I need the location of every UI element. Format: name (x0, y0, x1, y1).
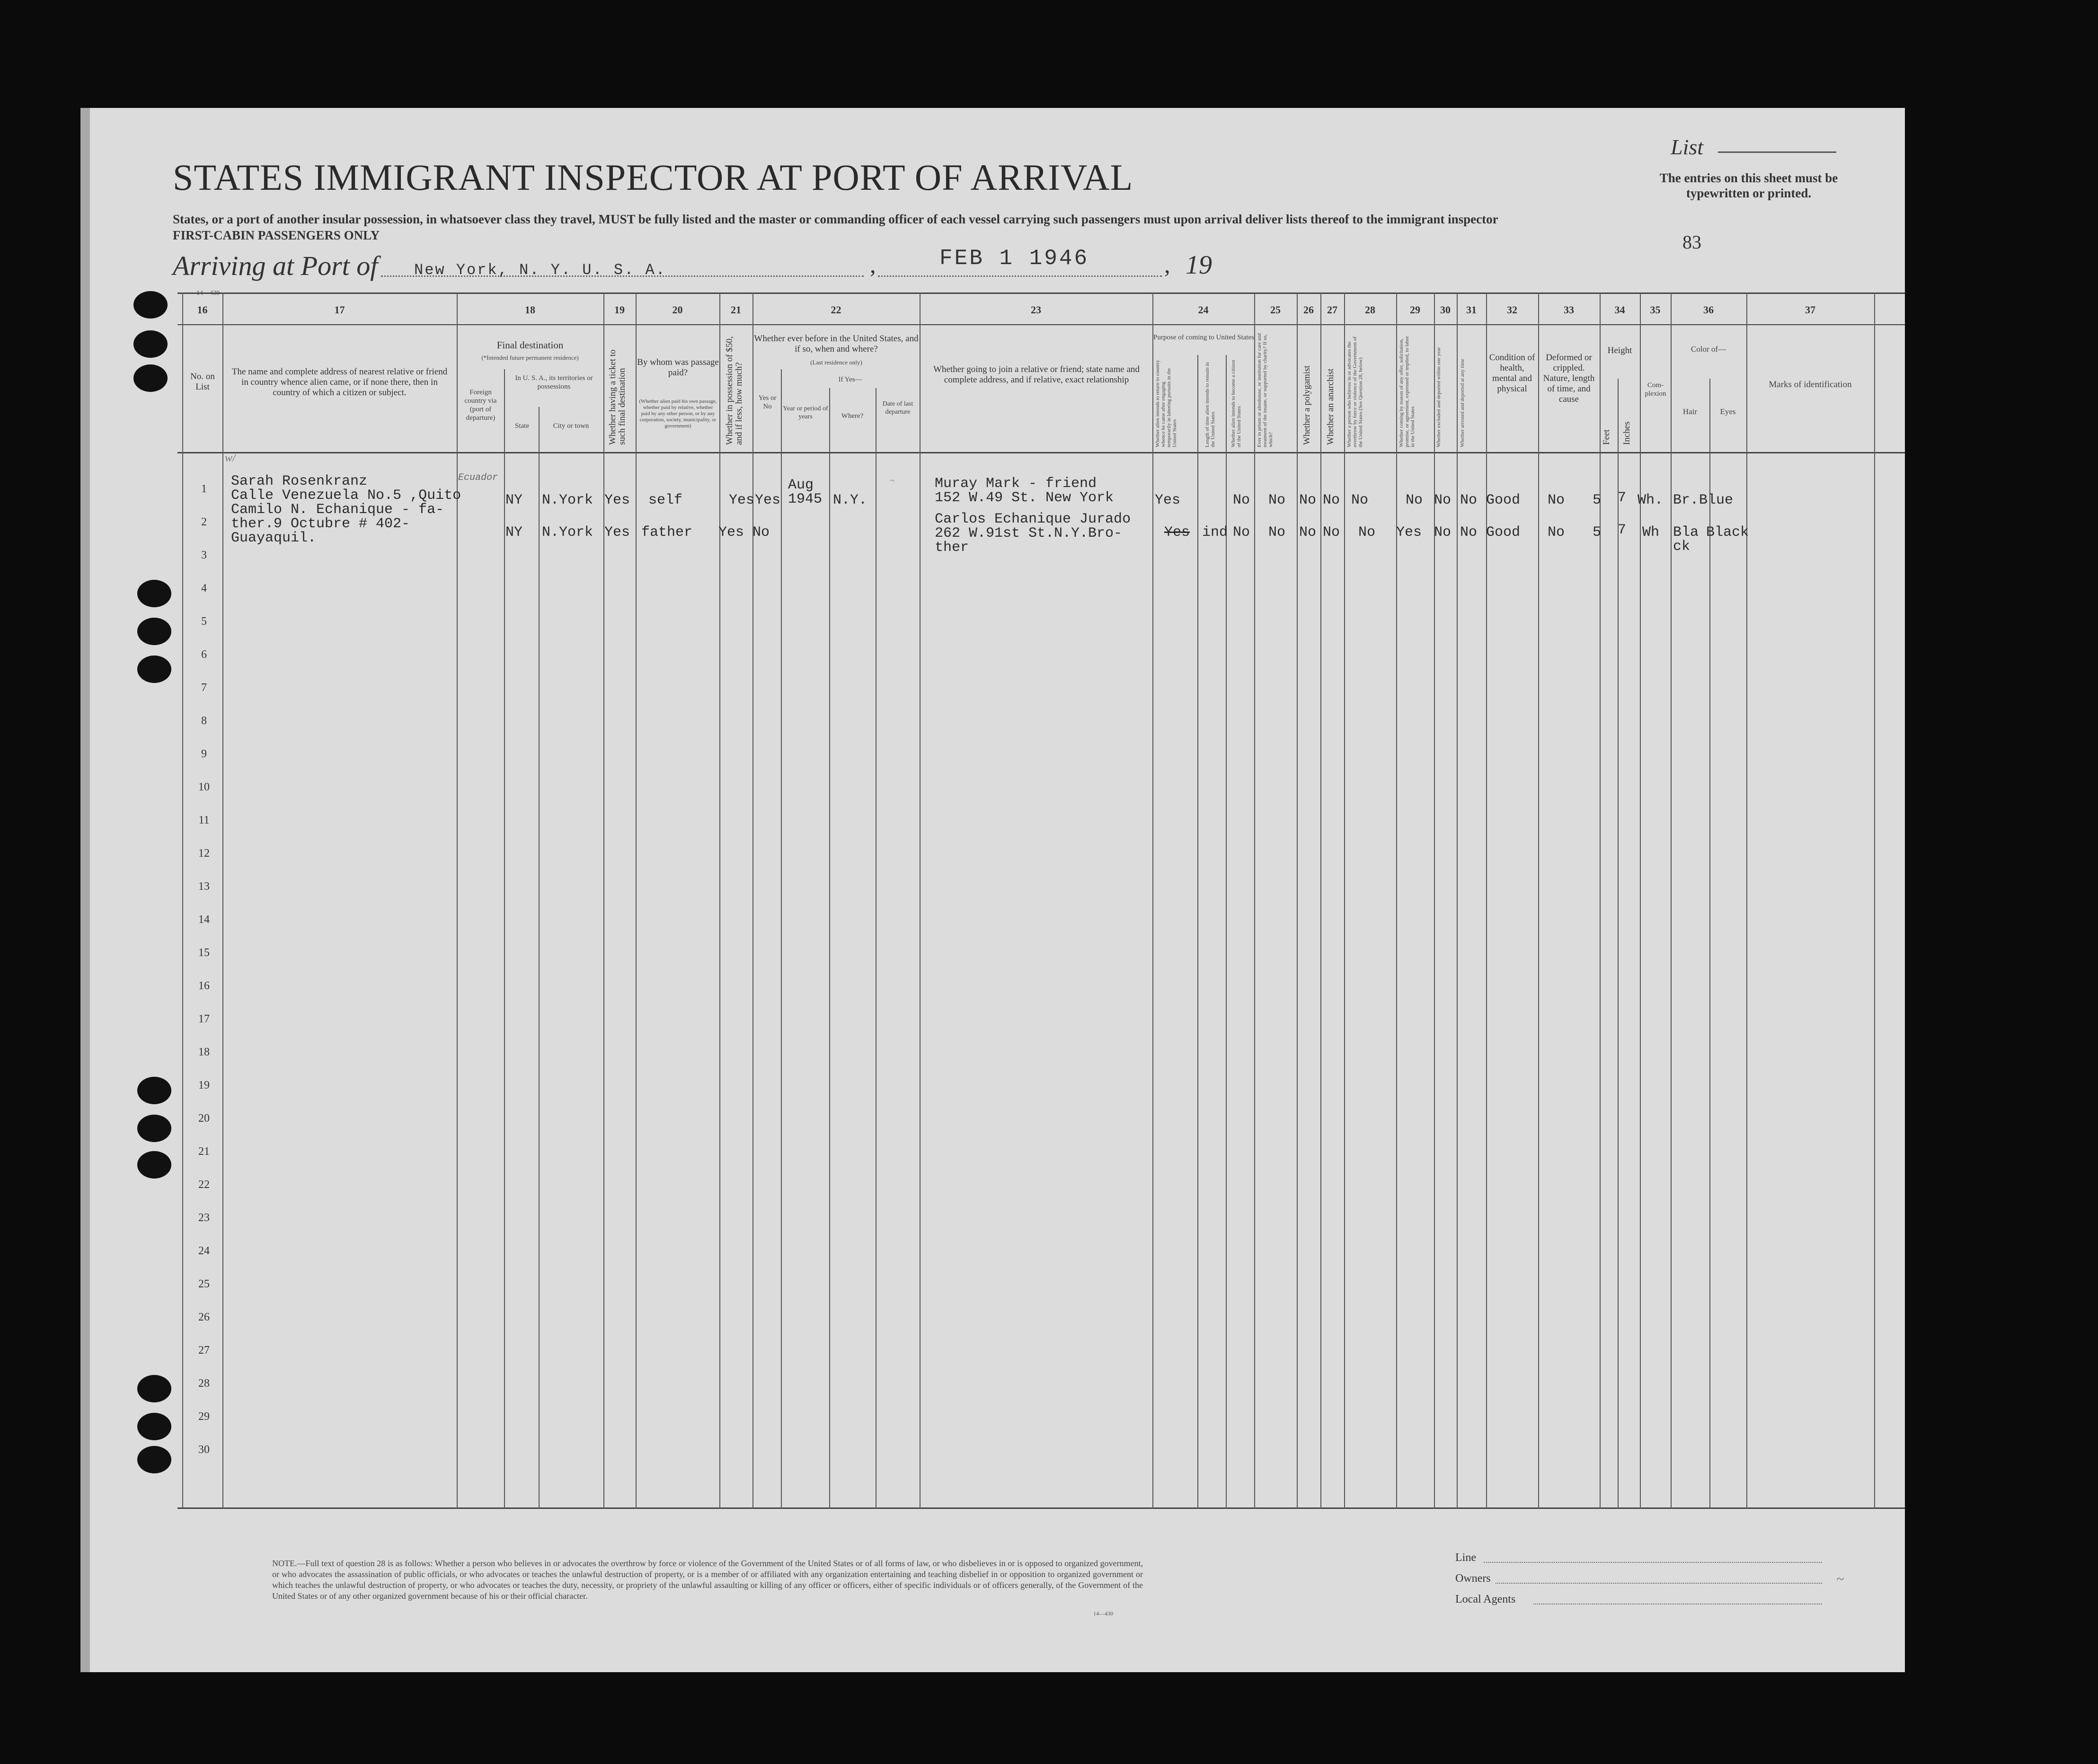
entry-col31: No (1460, 492, 1478, 508)
row-number: 16 (198, 980, 210, 992)
header-col31: Whether arrested and deported at any time (1460, 359, 1465, 447)
entry-col28: No (1358, 524, 1376, 541)
binder-hole (137, 1446, 171, 1473)
col-number: 24 (1198, 304, 1209, 316)
col-rule (1152, 293, 1153, 1509)
entry-passage: father (641, 524, 693, 541)
entry-state: NY (505, 524, 523, 541)
header-col25: Ever in prison or almshouse, or institution for care and treatment of the insane, or supported by charity? If so, which? (1257, 333, 1274, 447)
header-city: City or town (553, 422, 589, 430)
entry-complexion: Wh. (1638, 492, 1664, 508)
header-state: State (515, 422, 529, 430)
entry-ever-before: No (752, 524, 770, 541)
col-rule (539, 407, 540, 1509)
entry-eyes: Black (1706, 524, 1749, 541)
col-rule (1254, 293, 1255, 1509)
col-number: 29 (1410, 304, 1420, 316)
col-rule (1618, 379, 1619, 1509)
col-rule (752, 293, 753, 1509)
port-value: New York, N. Y. U. S. A. (414, 261, 666, 279)
header-if-yes: If Yes— (838, 376, 862, 383)
header-marks: Marks of identification (1769, 380, 1852, 390)
col-number: 32 (1507, 304, 1517, 316)
entry-deformed: No (1548, 524, 1565, 541)
entry-col25: No (1268, 524, 1286, 541)
col-number: 20 (672, 304, 683, 316)
header-passage: By whom was passage paid? (637, 357, 719, 378)
header-name-address: The name and complete address of nearest relative or friend in country whence alien came, or if none there, then in country of which a citizen or subject. (231, 367, 448, 398)
entry-address: Guayaquil. (231, 530, 317, 546)
header-relative: Whether going to join a relative or friend; state name and complete address, and if relative, exact relationship (933, 364, 1140, 385)
table-bottom-rule (177, 1507, 1905, 1509)
header-passage-sub: (Whether alien paid his own passage, whether paid by relative, whether paid by any other person, or by any corporation, society, municipality, or government) (639, 399, 717, 429)
col-number: 37 (1805, 304, 1815, 316)
entry-address: Calle Venezuela No.5 ,Quito (231, 488, 461, 504)
col-number: 30 (1440, 304, 1451, 316)
row-number: 17 (198, 1013, 210, 1025)
row-number: 9 (201, 748, 207, 760)
entry-name: Camilo N. Echanique - fa- (231, 502, 444, 518)
col-rule (1746, 293, 1747, 1509)
entry-relative-address: 262 W.91st St.N.Y.Bro- (935, 525, 1123, 541)
col-rule (457, 293, 458, 1509)
col-rule (920, 293, 921, 1509)
row-number: 13 (198, 880, 210, 893)
row-number: 14 (198, 913, 210, 926)
row-number: 4 (201, 582, 207, 594)
entry-purpose: Yes (1155, 492, 1181, 508)
entry-relative-address: 152 W.49 St. New York (935, 490, 1114, 506)
header-where: Where? (841, 412, 864, 420)
row-number: 5 (201, 615, 207, 628)
entry-col25: No (1268, 492, 1286, 508)
col-number: 33 (1564, 304, 1574, 316)
handwritten-mark: ~ (890, 476, 894, 485)
row-number: 27 (198, 1344, 210, 1356)
entry-col24c: No (1233, 492, 1250, 508)
header-final-destination: Final destination (496, 339, 564, 351)
line-blank (1484, 1562, 1822, 1563)
entry-col26: No (1299, 492, 1317, 508)
header-foreign-country: Foreign country via (port of departure) (464, 389, 497, 422)
entry-eyes: Blue (1699, 492, 1734, 508)
col-rule (504, 369, 505, 1509)
col-rule (1709, 379, 1710, 1509)
entry-ticket: Yes (604, 492, 630, 508)
header-bottom-rule (177, 452, 1905, 453)
binder-hole (137, 1413, 171, 1440)
col-rule (1671, 293, 1672, 1509)
binder-hole (133, 364, 168, 392)
owners-label: Owners (1455, 1572, 1491, 1585)
col-number: 19 (614, 304, 625, 316)
row-number: 22 (198, 1179, 210, 1191)
table-top-rule (177, 293, 1905, 294)
entry-address: ther.9 Octubre # 402- (231, 516, 410, 532)
header-col28: Whether a person who believes in or advocates the overthrow by force or violence of the Government of the United States (See Question 28, below) (1346, 337, 1363, 447)
binder-hole (137, 656, 171, 683)
header-col27: Whether an anarchist (1326, 368, 1336, 445)
entry-col29: Yes (1396, 524, 1422, 541)
col-number: 34 (1614, 304, 1625, 316)
row-number: 10 (198, 781, 210, 793)
comma: , (870, 251, 876, 278)
year-prefix: 19 (1186, 250, 1212, 280)
entry-length: ind (1202, 524, 1228, 541)
header-ever-before-sub: (Last residence only) (810, 359, 862, 366)
binder-hole (133, 291, 168, 319)
binder-hole (137, 1077, 171, 1104)
entry-year: Aug 1945 (788, 477, 823, 507)
header-purpose: Purpose of coming to United States (1153, 334, 1254, 341)
row-number: 18 (198, 1046, 210, 1058)
col-number: 21 (731, 304, 741, 316)
entry-col27: No (1323, 524, 1340, 541)
header-purpose-length: Length of time alien intends to remain in the United States (1204, 362, 1216, 447)
line-label: Line (1455, 1551, 1476, 1564)
entry-inches: 7 (1618, 490, 1627, 506)
row-number: 2 (201, 516, 207, 528)
entry-state: NY (505, 492, 523, 508)
col-number: 16 (197, 304, 208, 316)
row-number: 29 (198, 1410, 210, 1423)
entry-money: Yes (718, 524, 744, 541)
row-number: 11 (198, 814, 210, 826)
row-number: 24 (198, 1245, 210, 1257)
binder-hole (137, 1375, 171, 1402)
col-rule (603, 293, 604, 1509)
row-number: 30 (198, 1444, 210, 1456)
col-rule (182, 293, 183, 1509)
row-number: 3 (201, 549, 207, 561)
entry-col24c: No (1233, 524, 1250, 541)
entry-deformed: No (1548, 492, 1565, 508)
header-yes-no: Yes or No (758, 394, 777, 410)
row-number: 1 (201, 483, 207, 495)
date-stamp: FEB 1 1946 (939, 246, 1089, 271)
col-number: 27 (1327, 304, 1337, 316)
row-number: 6 (201, 648, 207, 661)
header-inches: Inches (1622, 421, 1632, 445)
header-height: Height (1607, 346, 1632, 355)
row-number: 25 (198, 1278, 210, 1290)
entry-foreign-country: Ecuador (458, 472, 498, 483)
row-number: 23 (198, 1212, 210, 1224)
col-number: 28 (1365, 304, 1375, 316)
header-col32: Condition of health, mental and physical (1489, 353, 1535, 394)
header-purpose-citizen: Whether alien intends to become a citizen of the United States (1230, 360, 1242, 447)
header-ever-before: Whether ever before in the United States, and if so, when and where? (754, 334, 919, 354)
binder-hole (137, 1151, 171, 1179)
row-number: 20 (198, 1112, 210, 1125)
form-notice: States, or a port of another insular possession, in whatsoever class they travel, MUST be fully listed and the master or commanding officer of each vessel carrying such passengers must upon arrival deliver lists thereof to the immigrant inspector (173, 212, 1498, 226)
col-rule (829, 388, 830, 1509)
entry-hair: Bla (1673, 524, 1699, 541)
col-rule (1600, 293, 1601, 1509)
col-number: 36 (1703, 304, 1714, 316)
question-28-note: NOTE.—Full text of question 28 is as follows: Whether a person who believes in or advocates the overthrow by force or violence of the Government of the United States or of all forms of law, or who disbelieves in or is opposed to organized government, or who advocates the assassination of public officials, or who advocates or teaches the unlawful destruction of property, or is a member of or affiliated with any organization entertaining and teaching disbelief in or opposition to organized government or which teaches the unlawful destruction of property, or who advocates or teaches the duty, necessity, or propriety of the unlawful assaulting or killing of any officer or officers, either of specific individuals or of officers generally, of the Government of the United States or of any other organized government because of his or their official character. (272, 1559, 1143, 1601)
entry-health: Good (1486, 524, 1521, 541)
entry-hair: Br. (1673, 492, 1699, 508)
page-number: 83 (1682, 231, 1701, 253)
passenger-class: FIRST-CABIN PASSENGERS ONLY (173, 228, 380, 242)
entry-col30: No (1434, 524, 1452, 541)
header-col26: Whether a polygamist (1302, 365, 1312, 445)
col-rule (719, 293, 720, 1509)
entry-relative-address: ther (935, 540, 969, 556)
col-rule (1344, 293, 1345, 1509)
row-number: 7 (201, 682, 207, 694)
binder-hole (137, 1115, 171, 1142)
col-rule (1197, 355, 1198, 1509)
colnum-rule (177, 324, 1905, 325)
header-in-usa: In U. S. A., its territories or possessions (515, 374, 593, 390)
header-color-of: Color of— (1691, 345, 1726, 354)
col-number: 17 (334, 304, 345, 316)
binder-hole (133, 330, 168, 358)
manifest-sheet (90, 108, 1905, 1672)
entry-col31: No (1460, 524, 1478, 541)
entry-name: Sarah Rosenkranz (231, 473, 368, 489)
list-blank-line (1718, 151, 1836, 153)
col-number: 22 (831, 304, 841, 316)
header-money: Whether in possession of $50, and if less, how much? (725, 336, 744, 445)
entry-relative: Muray Mark - friend (935, 476, 1097, 492)
header-hair: Hair (1682, 407, 1698, 416)
handwritten-mark: w/ (225, 452, 236, 464)
entry-col28: No (1351, 492, 1369, 508)
entry-ever-before: Yes (755, 492, 781, 508)
binder-hole (137, 580, 171, 607)
header-purpose-return: Whether alien intends to return to country whence he came after engaging temporarily in laboring pursuits in the United States (1155, 360, 1177, 447)
list-label: List (1671, 135, 1704, 159)
entry-hair: ck (1673, 539, 1691, 555)
col-rule (222, 293, 223, 1509)
entry-city: N.York (542, 492, 593, 508)
entry-complexion: Wh (1642, 524, 1660, 541)
row-number: 28 (198, 1377, 210, 1390)
entry-col27: No (1323, 492, 1340, 508)
header-feet: Feet (1602, 429, 1611, 445)
binder-hole (137, 618, 171, 645)
entries-note: The entries on this sheet must be typewritten or printed. (1659, 171, 1838, 200)
header-col33: Deformed or crippled. Nature, length of time, and cause (1543, 353, 1595, 404)
col-number: 25 (1270, 304, 1281, 316)
header-no-on-list: No. on List (190, 372, 215, 392)
handwritten-mark: ~ (1836, 1571, 1844, 1587)
entry-inches: 7 (1618, 522, 1627, 538)
header-final-destination-sub: (*Intended future permanent residence) (481, 354, 579, 361)
entry-col30: No (1434, 492, 1452, 508)
footer-form-code: 14—430 (1093, 1610, 1113, 1617)
entry-feet: 5 (1593, 492, 1602, 508)
col-rule (1874, 293, 1875, 1509)
entry-feet: 5 (1593, 524, 1602, 541)
col-number: 18 (525, 304, 535, 316)
header-col30: Whether excluded and deported within one year (1436, 347, 1442, 447)
row-number: 26 (198, 1311, 210, 1323)
col-rule (1538, 293, 1539, 1509)
local-agents-label: Local Agents (1455, 1593, 1516, 1605)
col-number: 35 (1650, 304, 1661, 316)
header-eyes: Eyes (1720, 407, 1736, 416)
row-number: 21 (198, 1145, 210, 1158)
col-rule (781, 369, 782, 1509)
row-number: 19 (198, 1079, 210, 1091)
header-ticket: Whether having a ticket to such final destination (608, 349, 627, 445)
header-complexion: Com-plexion (1645, 381, 1666, 398)
col-rule (1640, 293, 1641, 1509)
row-number: 8 (201, 715, 207, 727)
arriving-label: Arriving at Port of (173, 250, 378, 281)
col-rule (1297, 293, 1298, 1509)
entry-passage: self (648, 492, 683, 508)
col-rule (1320, 293, 1321, 1509)
col-number: 23 (1031, 304, 1041, 316)
entry-city: N.York (542, 524, 593, 541)
header-year-period: Year or period of years (783, 405, 828, 420)
entry-col29: No (1406, 492, 1423, 508)
col-rule (1396, 293, 1397, 1509)
comma: , (1164, 251, 1170, 278)
entry-relative: Carlos Echanique Jurado (935, 511, 1131, 527)
entry-money: Yes (729, 492, 755, 508)
header-col29: Whether coming by reason of any offer, solicitation, promise, or agreement, expressed or implied, to labor in the United States (1399, 336, 1416, 447)
col-rule (636, 293, 637, 1509)
header-date-departure: Date of last departure (882, 400, 913, 416)
date-dotted-line (878, 275, 1162, 277)
entry-where: N.Y. (833, 492, 868, 508)
col-rule (1486, 293, 1487, 1509)
row-number: 15 (198, 947, 210, 959)
entry-purpose: Yes (1164, 524, 1190, 541)
owners-blank (1496, 1583, 1822, 1584)
row-number: 12 (198, 847, 210, 860)
col-rule (1434, 293, 1435, 1509)
entry-ticket: Yes (604, 524, 630, 541)
entry-col26: No (1299, 524, 1317, 541)
form-title: STATES IMMIGRANT INSPECTOR AT PORT OF ARRIVAL (173, 157, 1133, 198)
col-rule (1457, 293, 1458, 1509)
col-number: 31 (1466, 304, 1477, 316)
entry-health: Good (1486, 492, 1521, 508)
col-number: 26 (1303, 304, 1314, 316)
